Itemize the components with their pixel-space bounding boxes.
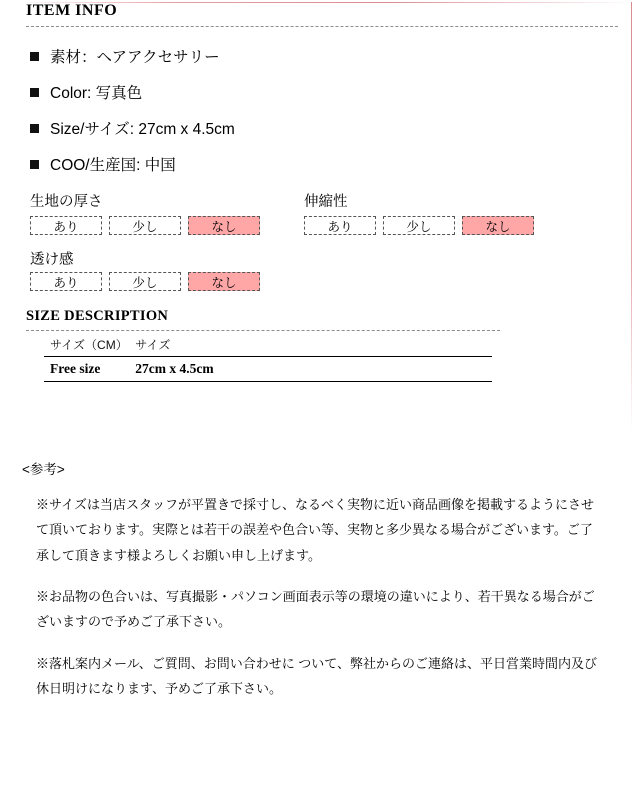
option-chip-ari[interactable]: あり [304,216,376,235]
property-options-sheerness [30,272,260,291]
option-chip-nashi-selected[interactable]: なし [188,216,260,235]
decorative-right-line [631,2,632,432]
square-bullet-icon [30,160,39,169]
list-item [30,146,590,182]
square-bullet-icon [30,52,39,61]
page-title: ITEM INFO [26,2,118,19]
table-header-cell-size-cm: サイズ（CM） [44,334,135,357]
option-chip-ari[interactable]: あり [30,272,102,291]
list-item-label: 素材：ヘアアクセサリー [50,49,220,66]
item-attribute-list [30,38,590,182]
table-header-cell-size: サイズ [135,334,492,357]
reference-notes [36,492,598,717]
property-options-stretch [304,216,534,235]
table-header-row [44,334,492,357]
property-label-thickness: 生地の厚さ [30,194,103,210]
option-chip-sukoshi[interactable]: 少し [383,216,455,235]
property-label-stretch: 伸縮性 [304,194,348,210]
option-chip-nashi-selected[interactable]: なし [462,216,534,235]
option-chip-ari[interactable]: あり [30,216,102,235]
property-label-sheerness: 透け感 [30,252,74,268]
note-paragraph: ※サイズは当店スタッフが平置きで採寸し、なるべく実物に近い商品画像を掲載するようにさせて頂いております。実際とは若干の誤差や色合い等、実物と多少異なる場合がございます。ご了承して頂きます様よろしくお願い申し上げます。 [36,497,594,563]
title-divider [26,26,618,27]
square-bullet-icon [30,124,39,133]
note-paragraph: ※お品物の色合いは、写真撮影・パソコン画面表示等の環境の違いにより、若干異なる場合がございますので予めご了承下さい。 [36,589,595,630]
list-item [30,38,590,74]
option-chip-sukoshi[interactable]: 少し [109,216,181,235]
list-item [30,110,590,146]
size-table [44,334,492,382]
option-chip-nashi-selected[interactable]: なし [188,272,260,291]
option-chip-sukoshi[interactable]: 少し [109,272,181,291]
square-bullet-icon [30,88,39,97]
table-row [44,357,492,382]
list-item-label: Size/サイズ: 27cm x 4.5cm [50,121,235,138]
list-item [30,74,590,110]
size-description-title: SIZE DESCRIPTION [26,308,169,324]
size-description-divider [26,330,500,331]
list-item-label: COO/生産国: 中国 [50,157,176,174]
property-options-thickness [30,216,260,235]
table-cell-size-name: Free size [44,357,135,382]
note-paragraph: ※落札案内メール、ご質問、お問い合わせに ついて、弊社からのご連絡は、平日営業時間内及び休日明けになります、予めご了承下さい。 [36,655,598,697]
table-cell-size-value: 27cm x 4.5cm [135,357,492,382]
list-item-label: Color: 写真色 [50,85,143,102]
reference-title: <参考> [22,462,65,477]
